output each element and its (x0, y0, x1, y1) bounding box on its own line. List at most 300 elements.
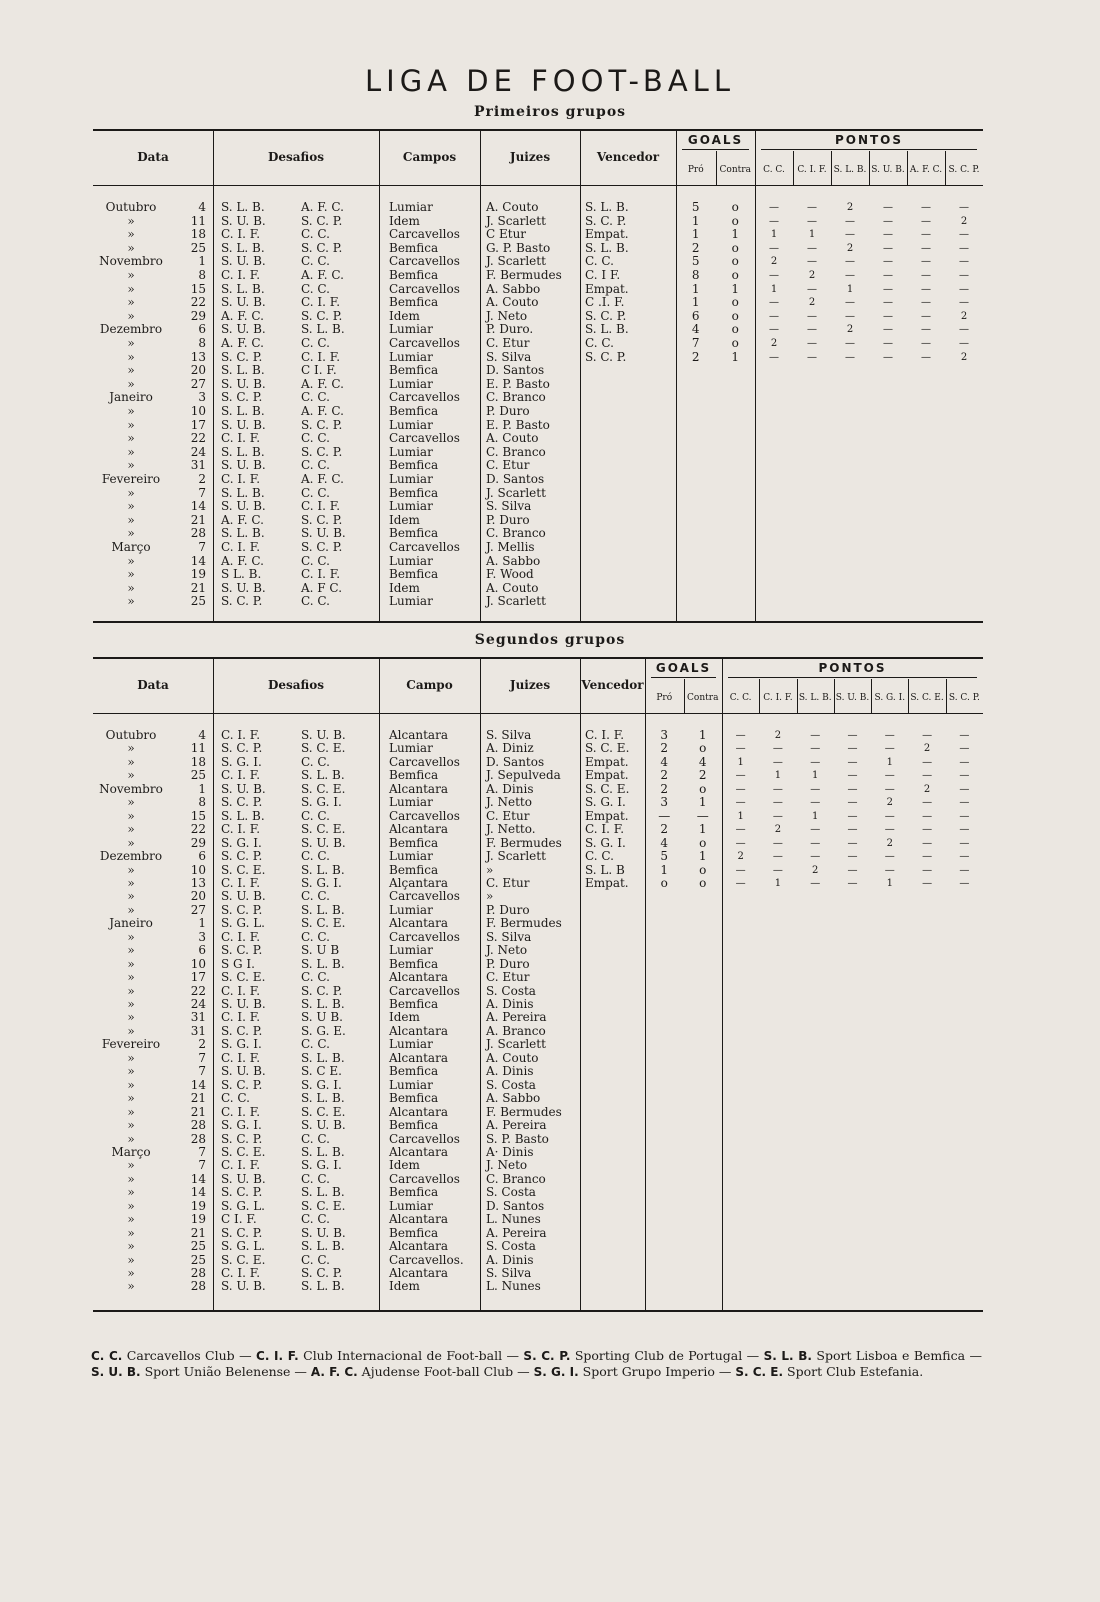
group2-match-row (0, 1038, 1100, 1052)
points-cell: — (847, 743, 858, 755)
home-team: S. U. B. (221, 458, 266, 473)
points-cell: — (959, 297, 969, 309)
match-field: Carcavellos (389, 983, 460, 998)
group1-header-contra: Contra (719, 165, 751, 175)
match-month: » (127, 741, 135, 756)
rule-line (93, 129, 983, 131)
points-cell: — (921, 338, 931, 349)
match-day: 31 (190, 458, 206, 473)
home-team: C. I. F. (221, 822, 261, 837)
match-referee: A. Pereira (486, 1225, 547, 1240)
home-team: C. I. F. (221, 227, 261, 242)
away-team: C. C. (301, 1037, 330, 1052)
match-day: 21 (190, 512, 206, 527)
home-team: S. L. B. (221, 363, 265, 378)
points-cell: — (959, 851, 970, 863)
points-cell: — (772, 797, 783, 809)
points-cell: — (884, 810, 895, 822)
goals-contra: o (699, 835, 707, 850)
group1-header-goals: GOALS (687, 133, 744, 147)
group1-match-row (0, 378, 1100, 392)
match-month: » (127, 268, 135, 282)
goals-pro: o (660, 875, 668, 890)
match-month: » (127, 875, 135, 890)
group2-match-row (0, 1065, 1100, 1079)
home-team: C. I. F. (221, 875, 261, 890)
group2-match-row (0, 1106, 1100, 1120)
match-day: 13 (190, 349, 206, 364)
away-team: S. U. B. (301, 1225, 346, 1240)
match-month: » (127, 835, 135, 850)
match-field: Carcavellos (389, 889, 460, 904)
match-month: » (127, 902, 135, 917)
match-day: 8 (198, 336, 206, 350)
match-day: 4 (198, 728, 206, 742)
match-month: » (127, 997, 135, 1011)
group1-points-col-header: S. L. B. (833, 165, 867, 175)
away-team: C. C. (301, 754, 330, 769)
points-cell: 2 (846, 324, 854, 336)
match-month: » (127, 376, 135, 391)
points-cell: 1 (812, 810, 819, 822)
match-month: Janeiro (109, 916, 153, 931)
points-cell: — (922, 824, 933, 836)
match-referee: J. Scarlett (486, 849, 546, 864)
match-referee: S. Silva (486, 349, 532, 364)
goals-contra: 1 (731, 349, 740, 364)
points-cell: — (769, 310, 779, 322)
match-month: » (127, 889, 135, 904)
match-winner: S. C. P. (585, 213, 627, 228)
match-day: 25 (190, 1239, 206, 1254)
points-cell: — (959, 770, 970, 782)
group2-match-row (0, 837, 1100, 851)
points-cell: — (807, 242, 817, 254)
match-referee: S. Costa (486, 1239, 536, 1254)
match-field: Carcavellos (389, 1171, 460, 1186)
match-referee: D. Santos (486, 754, 545, 769)
match-month: » (127, 1077, 135, 1092)
group2-match-row (0, 783, 1100, 797)
points-cell: 2 (886, 797, 893, 809)
match-referee: A· Dinis (486, 1144, 534, 1159)
legend-abbr: A. F. C. (310, 1365, 358, 1379)
points-cell: — (847, 824, 858, 836)
group2-match-row (0, 1213, 1100, 1227)
away-team: S. L. B. (301, 862, 345, 877)
match-winner: C. I. F. (585, 728, 625, 742)
home-team: C. I. F. (221, 1010, 261, 1025)
match-referee: S. Silva (486, 929, 532, 944)
points-cell: — (921, 270, 931, 281)
match-field: Bemfica (389, 768, 439, 783)
away-team: S. C. P. (301, 540, 343, 554)
home-team: S. U. B. (221, 213, 266, 228)
match-referee: A. Dinis (486, 1252, 534, 1267)
match-field: Bemfica (389, 404, 439, 418)
points-cell: 1 (770, 229, 778, 241)
points-cell: — (884, 824, 895, 836)
goals-pro: 8 (691, 268, 700, 282)
points-cell: — (921, 324, 931, 336)
match-field: Carcavellos (389, 281, 460, 296)
match-referee: C. Etur (486, 458, 530, 473)
match-referee: J. Scarlett (486, 485, 546, 500)
points-cell: — (810, 797, 821, 809)
match-day: 25 (190, 1252, 206, 1267)
points-cell: — (884, 730, 895, 741)
points-cell: — (959, 783, 970, 795)
match-month: » (127, 970, 135, 985)
home-team: C. I. F. (221, 1050, 261, 1065)
points-cell: — (922, 810, 933, 822)
group2-match-row (0, 1025, 1100, 1039)
match-winner: Empat. (585, 768, 629, 783)
match-field: Idem (389, 512, 420, 527)
away-team: S. C. P. (301, 444, 343, 459)
goals-pro: 1 (691, 213, 700, 228)
match-field: Carcavellos (389, 754, 460, 769)
match-field: Lumiar (389, 741, 433, 756)
match-day: 21 (190, 1225, 206, 1240)
points-cell: 2 (774, 824, 782, 836)
match-month: » (127, 295, 135, 310)
goals-contra: o (699, 741, 707, 756)
points-cell: — (810, 756, 821, 768)
match-month: » (127, 1091, 135, 1106)
group2-match-row (0, 1173, 1100, 1187)
goals-contra: 1 (731, 281, 740, 296)
home-team: C. I. F. (221, 472, 261, 486)
points-cell: — (883, 351, 893, 363)
home-team: S. G. L. (221, 916, 265, 931)
group2-header-data: Data (137, 678, 169, 692)
match-winner: S. C. P. (585, 308, 627, 323)
points-cell: — (845, 310, 855, 322)
legend-club-name: Carcavellos Club (126, 1348, 235, 1363)
match-field: Bemfica (389, 1225, 439, 1240)
match-month: » (127, 553, 135, 568)
match-day: 27 (190, 376, 206, 391)
legend-abbr: C. C. (91, 1349, 123, 1363)
points-cell: — (845, 256, 855, 268)
group2-points-col-header: S. G. I. (874, 693, 906, 703)
goals-contra: o (731, 336, 739, 350)
home-team: S. C. P. (221, 943, 263, 958)
points-cell: — (959, 756, 970, 768)
match-referee: L. Nunes (486, 1212, 541, 1227)
match-field: Alcantara (389, 1212, 448, 1227)
match-winner: S. G. I. (585, 835, 626, 850)
goals-pro: — (658, 808, 671, 823)
points-cell: — (959, 877, 970, 889)
goals-pro: 4 (660, 835, 669, 850)
group1-match-row (0, 364, 1100, 378)
home-team: C. I. F. (221, 431, 261, 446)
points-cell: 2 (812, 864, 819, 876)
group1-subtitle: Primeiros grupos (473, 104, 627, 120)
group2-header-contra: Contra (687, 693, 719, 703)
away-team: S. C. P. (301, 308, 343, 323)
goals-pro: 5 (691, 254, 700, 269)
goals-contra: o (731, 254, 739, 269)
match-day: 6 (198, 943, 206, 958)
match-day: 4 (198, 200, 206, 214)
group2-match-row (0, 1092, 1100, 1106)
away-team: C. C. (301, 594, 330, 609)
match-month: » (127, 1104, 135, 1119)
points-cell: — (959, 229, 969, 241)
group2-match-row (0, 1280, 1100, 1294)
points-cell: — (883, 270, 893, 281)
match-day: 25 (190, 240, 206, 255)
points-cell: 1 (774, 877, 782, 889)
away-team: S. C. E. (301, 822, 346, 837)
match-day: 7 (198, 485, 206, 500)
points-cell: 2 (923, 743, 931, 755)
points-cell: — (883, 324, 893, 336)
points-cell: — (810, 837, 821, 849)
points-cell: — (922, 756, 933, 768)
match-field: Carcavellos (389, 254, 460, 269)
match-month: Novembro (99, 254, 163, 269)
match-referee: F. Bermudes (486, 1104, 562, 1119)
match-referee: F. Bermudes (486, 268, 562, 282)
goals-pro: 1 (691, 281, 700, 296)
group1-points-col-header: A. F. C. (909, 165, 943, 175)
goals-pro: 3 (660, 795, 669, 810)
points-cell: — (807, 283, 817, 295)
points-cell: — (772, 783, 783, 795)
match-referee: C. Branco (486, 444, 546, 459)
away-team: A. F. C. (301, 376, 344, 391)
group1-header-campos: Campos (402, 150, 457, 164)
group1-header-pro: Pró (687, 165, 704, 175)
match-day: 22 (190, 983, 206, 998)
match-field: Alcantara (389, 822, 448, 837)
points-cell: — (922, 864, 933, 876)
legend-abbr: S. L. B. (763, 1349, 812, 1363)
group1-match-row (0, 296, 1100, 310)
match-winner: C .I. F. (585, 295, 625, 310)
match-field: Bemfica (389, 295, 439, 310)
group1-header-data: Data (137, 150, 169, 164)
match-referee: S. P. Basto (486, 1131, 549, 1146)
match-day: 3 (198, 390, 206, 405)
group1-match-row (0, 568, 1100, 582)
points-cell: — (807, 256, 817, 268)
match-month: Novembro (99, 781, 163, 796)
goals-contra: o (731, 322, 739, 337)
match-month: » (127, 567, 135, 582)
points-cell: — (847, 851, 858, 863)
home-team: A. F. C. (221, 553, 264, 568)
away-team: S. G. E. (301, 1023, 346, 1038)
match-referee: E. P. Basto (486, 376, 550, 391)
away-team: S. C. E. (301, 1104, 346, 1119)
home-team: S. U. B. (221, 417, 266, 432)
legend-abbr: S. G. I. (533, 1365, 579, 1379)
match-winner: C. C. (585, 336, 614, 350)
points-cell: — (769, 270, 779, 281)
points-cell: — (883, 283, 893, 295)
away-team: C. C. (301, 431, 330, 446)
goals-contra: o (731, 295, 739, 310)
match-day: 31 (190, 1023, 206, 1038)
match-month: » (127, 485, 135, 500)
group2-match-row (0, 958, 1100, 972)
match-field: Carcavellos (389, 1131, 460, 1146)
points-cell: — (807, 338, 817, 349)
group2-subtitle: Segundos grupos (474, 632, 626, 648)
match-month: Outubro (105, 728, 157, 742)
goals-pro: 2 (660, 822, 669, 837)
match-referee: A. Dinis (486, 1064, 534, 1079)
points-cell: — (883, 215, 893, 227)
goals-pro: 2 (691, 240, 700, 255)
home-team: C. I. F. (221, 768, 261, 783)
match-day: 2 (198, 472, 206, 486)
goals-contra: o (731, 213, 739, 228)
match-referee: A. Dinis (486, 997, 534, 1011)
home-team: S. C. E. (221, 1144, 266, 1159)
away-team: C. C. (301, 1131, 330, 1146)
match-month: » (127, 281, 135, 296)
match-month: » (127, 213, 135, 228)
match-day: 21 (190, 1104, 206, 1119)
points-cell: — (883, 297, 893, 309)
away-team: C. C. (301, 849, 330, 864)
match-field: Lumiar (389, 1198, 433, 1213)
points-cell: 1 (886, 756, 893, 768)
away-team: S. L. B. (301, 1144, 345, 1159)
group1-match-row (0, 242, 1100, 256)
match-field: Lumiar (389, 376, 433, 391)
match-day: 11 (190, 741, 206, 756)
match-month: » (127, 1118, 135, 1133)
legend-club-name: Ajudense Foot-ball Club (361, 1364, 514, 1379)
points-cell: — (735, 743, 746, 755)
goals-pro: 3 (660, 728, 669, 742)
match-winner: S. C. P. (585, 349, 627, 364)
match-day: 21 (190, 580, 206, 595)
group1-header-vencedor: Vencedor (596, 150, 660, 164)
match-month: » (127, 768, 135, 783)
points-cell: — (884, 783, 895, 795)
match-referee: A. Sabbo (486, 553, 541, 568)
home-team: S. U. B. (221, 1064, 266, 1079)
group2-match-row (0, 796, 1100, 810)
away-team: C. I. F. (301, 499, 341, 514)
home-team: S. C. P. (221, 390, 263, 405)
group1-match-row (0, 582, 1100, 596)
match-winner: Empat. (585, 875, 629, 890)
away-team: S. L. B. (301, 1091, 345, 1106)
match-month: Dezembro (99, 322, 163, 337)
match-field: Alcantara (389, 1239, 448, 1254)
match-field: Alcantara (389, 781, 448, 796)
match-field: Carcavellos. (389, 1252, 464, 1267)
match-day: 10 (190, 956, 206, 971)
away-team: S. G. I. (301, 1077, 342, 1092)
match-day: 21 (190, 1091, 206, 1106)
group1-points-col-header: C. I. F. (797, 165, 827, 175)
match-referee: J. Scarlett (486, 213, 546, 228)
match-field: Lumiar (389, 472, 433, 486)
away-team: S. C. P. (301, 213, 343, 228)
away-team: S. L. B. (301, 902, 345, 917)
group1-match-row (0, 201, 1100, 215)
match-referee: C. Branco (486, 1171, 546, 1186)
home-team: S. G. I. (221, 754, 262, 769)
points-cell: 2 (808, 297, 816, 309)
match-field: Idem (389, 1279, 420, 1294)
match-day: 29 (190, 835, 206, 850)
points-cell: — (883, 202, 893, 213)
home-team: S. C. P. (221, 902, 263, 917)
match-day: 3 (198, 929, 206, 944)
match-month: » (127, 822, 135, 837)
match-referee: G. P. Basto (486, 240, 551, 255)
match-month: Março (111, 540, 151, 554)
match-referee: » (486, 862, 494, 877)
match-referee: A. Couto (486, 295, 539, 310)
group2-match-row (0, 985, 1100, 999)
points-cell: 2 (770, 256, 778, 268)
match-day: 6 (198, 322, 206, 337)
group2-match-row (0, 864, 1100, 878)
match-field: Bemfica (389, 956, 439, 971)
home-team: S. L. B. (221, 444, 265, 459)
match-month: » (127, 594, 135, 609)
away-team: S. G. I. (301, 1158, 342, 1173)
points-cell: — (735, 837, 746, 849)
group2-match-row (0, 1240, 1100, 1254)
match-month: » (127, 1064, 135, 1079)
home-team: S. C. E. (221, 970, 266, 985)
match-field: Idem (389, 308, 420, 323)
match-day: 2 (198, 1037, 206, 1052)
home-team: S. U. B. (221, 254, 266, 269)
points-cell: — (959, 256, 969, 268)
goals-pro: 2 (660, 741, 669, 756)
match-month: » (127, 417, 135, 432)
away-team: C. C. (301, 1171, 330, 1186)
goals-contra: 1 (698, 728, 707, 742)
match-day: 28 (190, 526, 206, 541)
match-month: » (127, 1266, 135, 1280)
group2-match-row (0, 998, 1100, 1012)
away-team: S. C. P. (301, 240, 343, 255)
points-cell: 1 (737, 810, 744, 822)
rule-line (728, 677, 977, 678)
points-cell: — (769, 324, 779, 336)
legend-club-name: Sport União Belenense (144, 1364, 291, 1379)
points-cell: — (772, 810, 783, 822)
match-month: » (127, 458, 135, 473)
home-team: S. C. P. (221, 349, 263, 364)
goals-pro: 1 (660, 862, 669, 877)
group1-match-row (0, 337, 1100, 351)
points-cell: 1 (774, 770, 782, 782)
match-month: Outubro (105, 200, 157, 214)
group2-header-campos: Campo (406, 678, 453, 692)
points-cell: — (845, 215, 855, 227)
match-field: Alcantara (389, 1023, 448, 1038)
match-day: 24 (190, 444, 206, 459)
legend-abbr: S. C. E. (735, 1365, 784, 1379)
match-field: Lumiar (389, 349, 433, 364)
